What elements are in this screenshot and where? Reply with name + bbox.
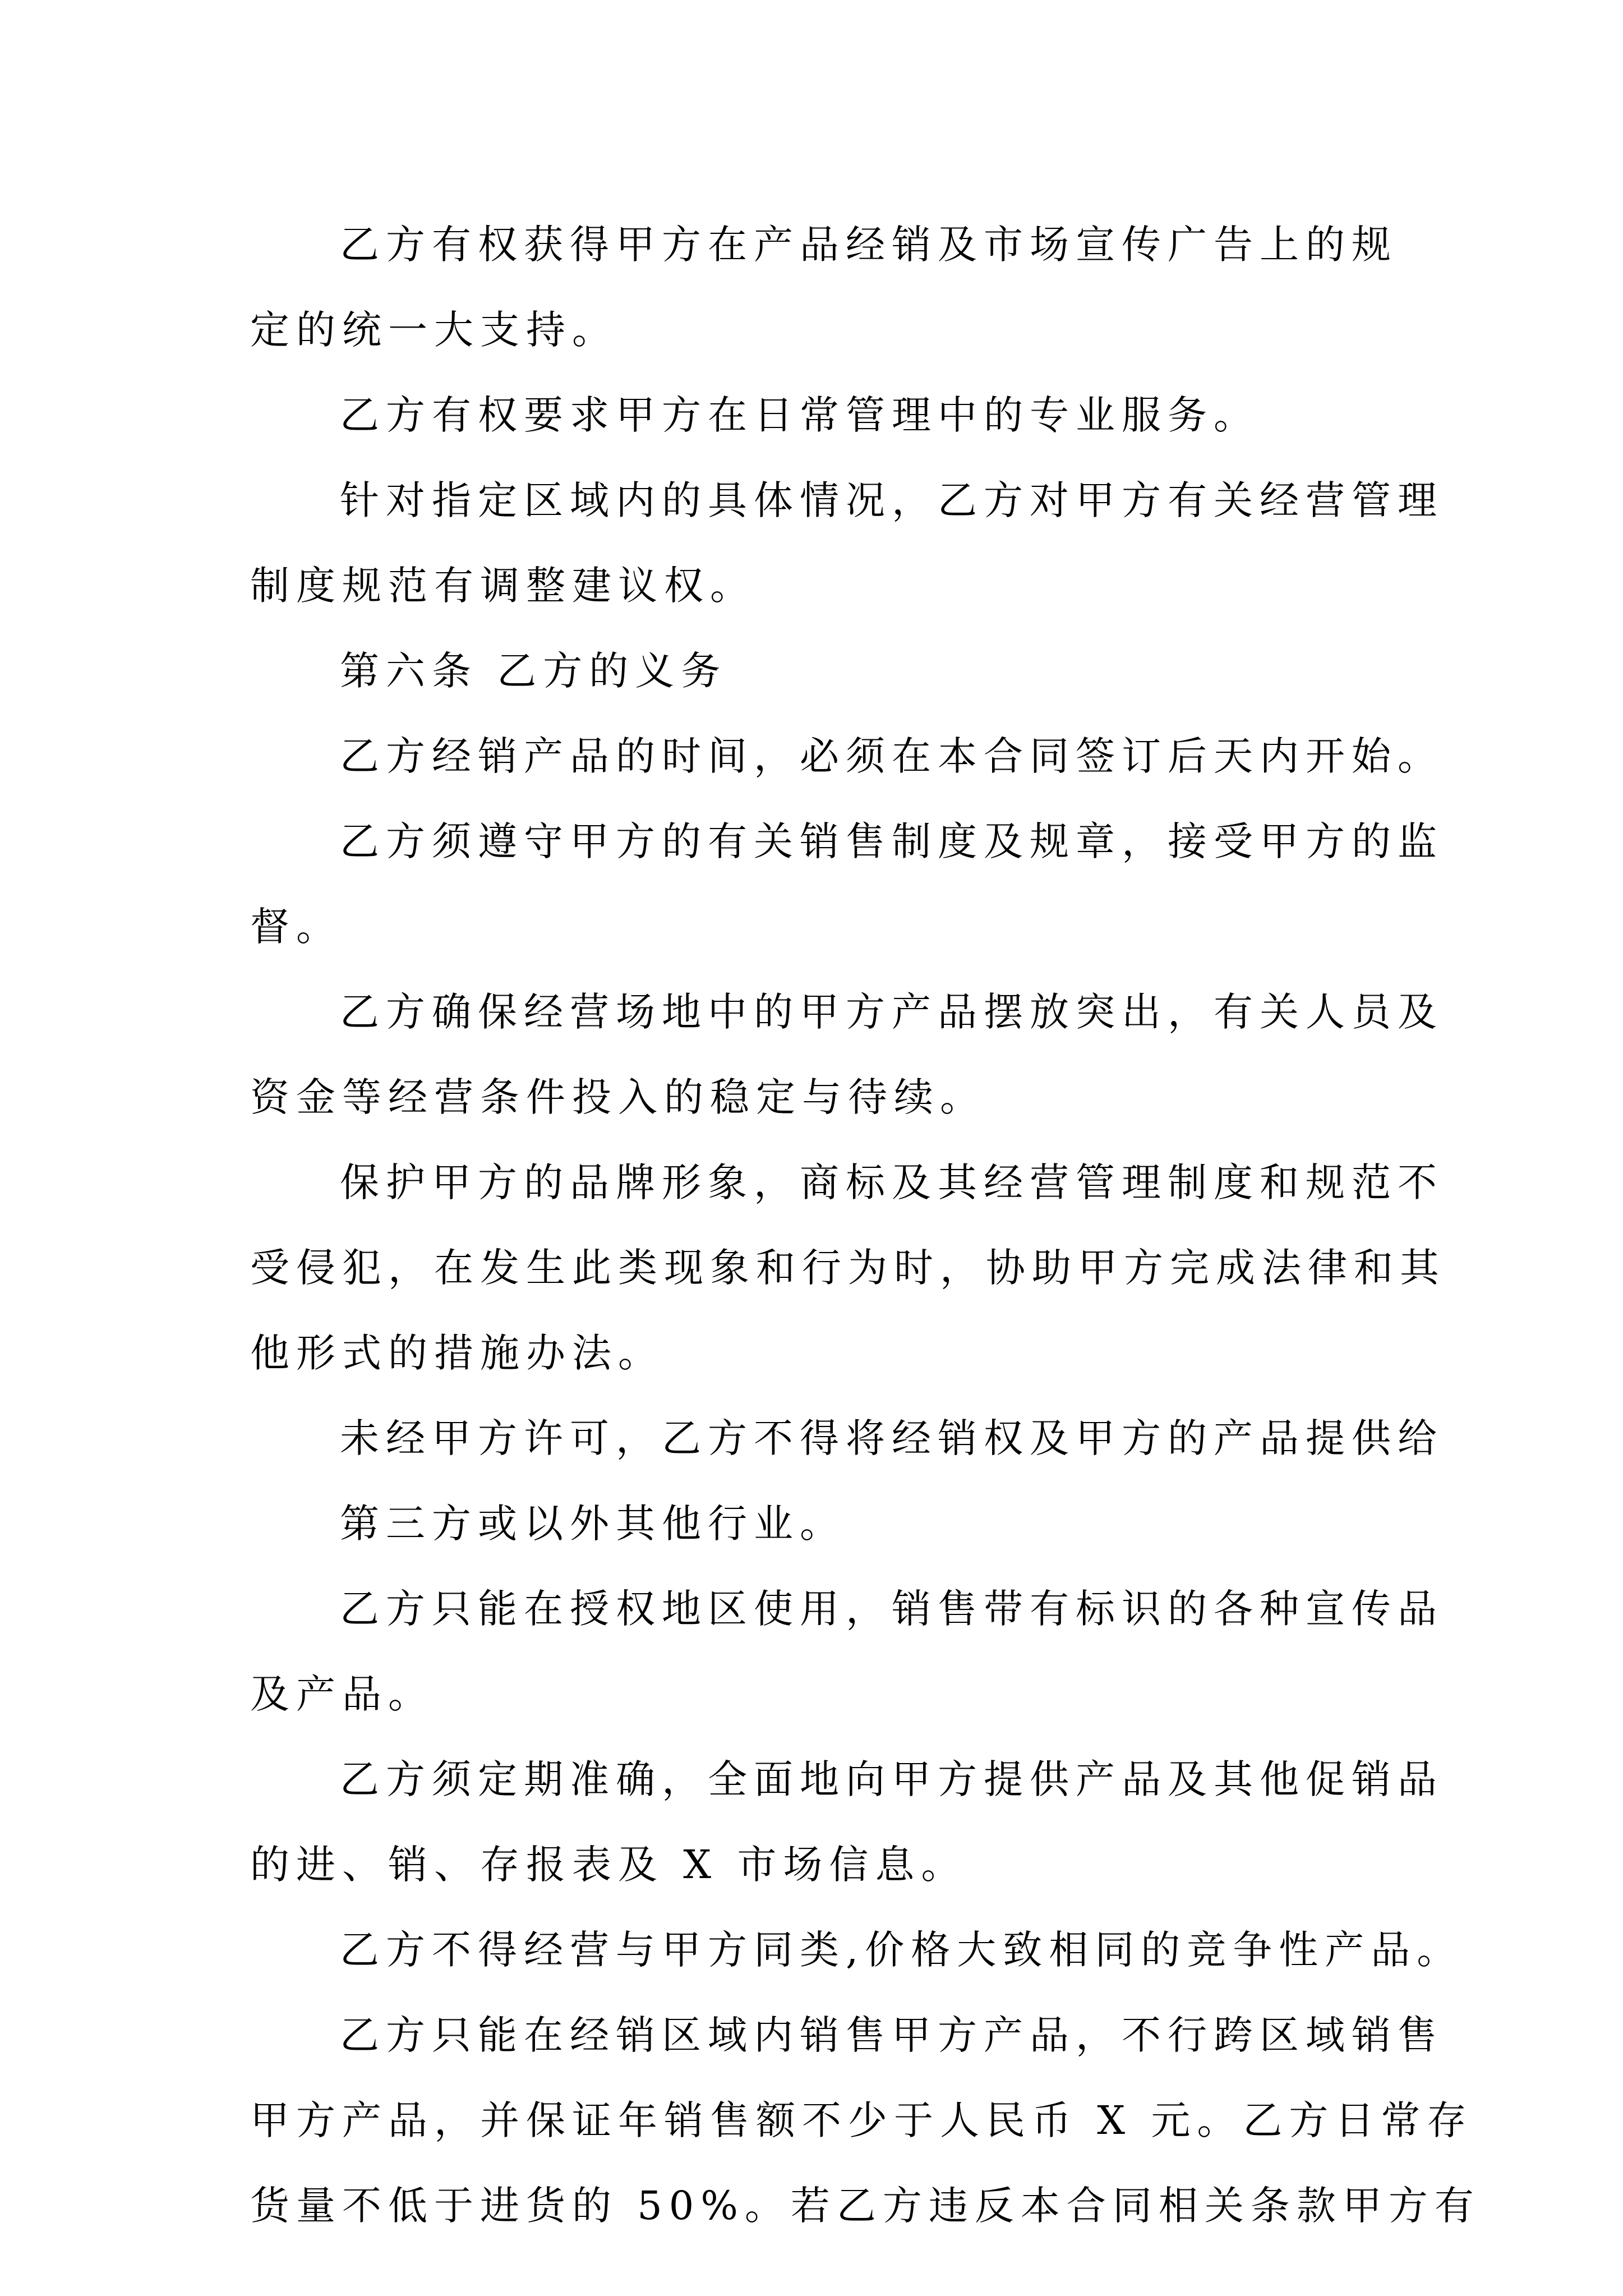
paragraph-line: 乙方只能在授权地区使用，销售带有标识的各种宣传品 (340, 1586, 1444, 1632)
paragraph-line: 保护甲方的品牌形象，商标及其经营管理制度和规范不 (340, 1159, 1444, 1205)
paragraph-line: 乙方不得经营与甲方同类,价格大致相同的竞争性产品。 (340, 1927, 1463, 1973)
paragraph-line: 及产品。 (250, 1671, 434, 1717)
paragraph-line: 乙方经销产品的时间，必须在本合同签订后天内开始。 (340, 733, 1444, 779)
document-body (250, 202, 1481, 2248)
paragraph-line: 甲方产品，并保证年销售额不少于人民币 X 元。乙方日常存 (250, 2097, 1473, 2143)
paragraph-line: 乙方须遵守甲方的有关销售制度及规章，接受甲方的监 (340, 818, 1444, 864)
paragraph-line: 针对指定区域内的具体情况，乙方对甲方有关经营管理 (340, 477, 1444, 523)
paragraph-line: 资金等经营条件投入的稳定与待续。 (250, 1074, 986, 1120)
paragraph-line: 乙方有权获得甲方在产品经销及市场宣传广告上的规 (340, 222, 1398, 268)
paragraph-line: 第三方或以外其他行业。 (340, 1501, 846, 1547)
paragraph-line: 未经甲方许可，乙方不得将经销权及甲方的产品提供给 (340, 1415, 1444, 1461)
paragraph-line: 受侵犯，在发生此类现象和行为时，协助甲方完成法律和其 (250, 1245, 1446, 1291)
paragraph-line: 乙方只能在经销区域内销售甲方产品，不行跨区域销售 (340, 2012, 1444, 2058)
paragraph-line: 乙方有权要求甲方在日常管理中的专业服务。 (340, 392, 1260, 438)
paragraph-line: 的进、销、存报表及 X 市场信息。 (250, 1842, 967, 1888)
paragraph-line: 乙方须定期准确，全面地向甲方提供产品及其他促销品 (340, 1756, 1444, 1802)
paragraph-line: 乙方确保经营场地中的甲方产品摆放突出，有关人员及 (340, 989, 1444, 1035)
paragraph-line: 他形式的措施办法。 (250, 1330, 664, 1376)
paragraph-line: 货量不低于进货的 50%。若乙方违反本合同相关条款甲方有 (250, 2183, 1481, 2229)
section-heading: 第六条 乙方的义务 (340, 648, 727, 694)
paragraph-line: 制度规范有调整建议权。 (250, 563, 756, 609)
paragraph-line: 督。 (250, 904, 342, 950)
paragraph-line: 定的统一大支持。 (250, 307, 618, 353)
